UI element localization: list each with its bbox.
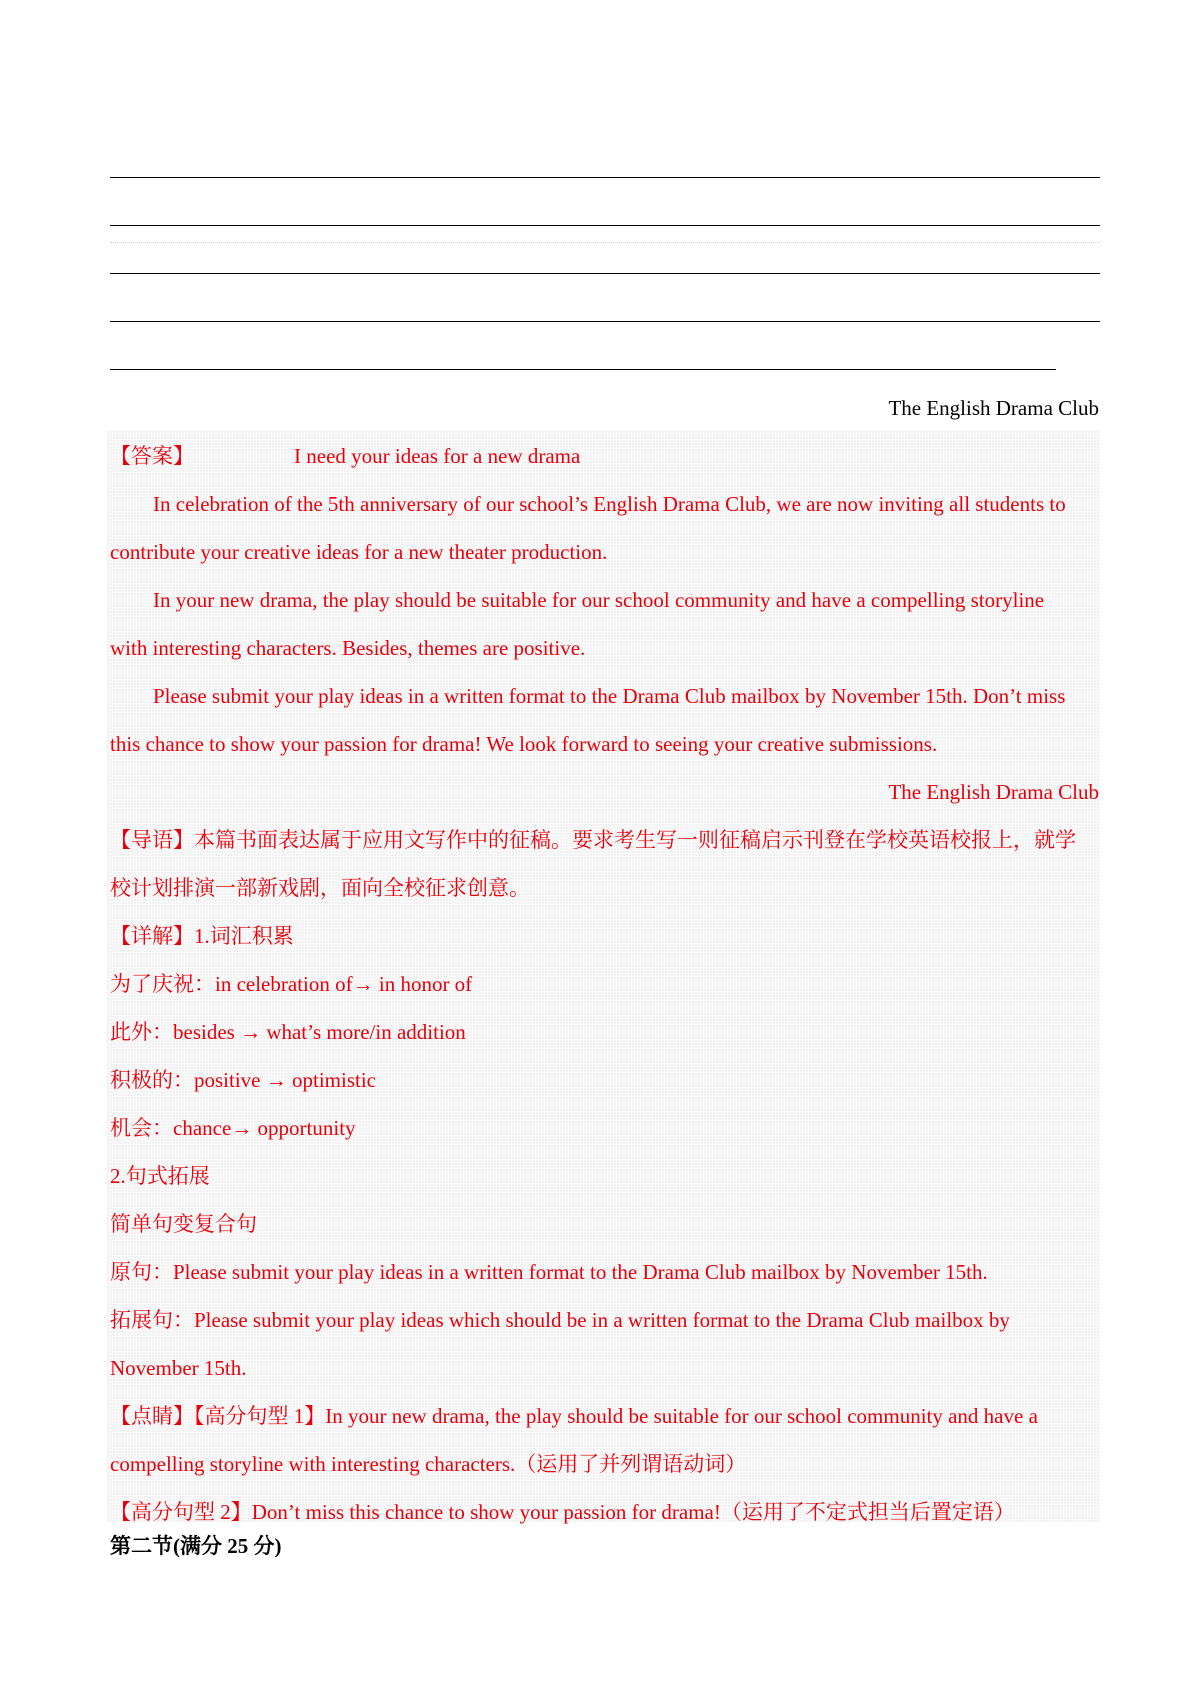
answer-paragraph-2-line-1: In your new drama, the play should be suitable for our school community and have a compelling storyline: [153, 588, 1045, 612]
vocab-item: 积极的：positive → optimistic: [110, 1068, 376, 1092]
writing-line: [110, 273, 1100, 274]
vocab-item: 此外：besides → what’s more/in addition: [110, 1020, 466, 1044]
expanded-sentence-line-2: November 15th.: [110, 1356, 247, 1380]
answer-paragraph-3-line-2: this chance to show your passion for drama! We look forward to seeing your creative submissions.: [110, 732, 938, 756]
writing-line: [110, 369, 1056, 370]
sentence-expansion-heading: 2.句式拓展: [110, 1164, 210, 1188]
guide-line-1: 【导语】本篇书面表达属于应用文写作中的征稿。要求考生写一则征稿启示刊登在学校英语校报上，就学: [110, 828, 1076, 852]
highlight-line-2: compelling storyline with interesting characters.（运用了并列谓语动词）: [110, 1452, 747, 1476]
answer-paragraph-3-line-1: Please submit your play ideas in a written format to the Drama Club mailbox by November 15th. Don’t miss: [153, 684, 1066, 708]
highlight-line-1: 【点睛】【高分句型 1】In your new drama, the play should be suitable for our school community and have a: [110, 1404, 1038, 1428]
original-sentence: 原句：Please submit your play ideas in a written format to the Drama Club mailbox by November 15th.: [110, 1260, 988, 1284]
guide-line-2: 校计划排演一部新戏剧，面向全校征求创意。: [110, 876, 530, 900]
writing-line: [110, 225, 1100, 226]
writing-line: [110, 321, 1100, 322]
detail-heading: 【详解】1.词汇积累: [110, 924, 294, 948]
vocab-item: 机会：chance→ opportunity: [110, 1116, 356, 1140]
letter-signature: The English Drama Club: [888, 396, 1099, 420]
answer-paragraph-1-line-1: In celebration of the 5th anniversary of our school’s English Drama Club, we are now inviting all students to: [153, 492, 1066, 516]
answer-label: 【答案】: [110, 444, 194, 468]
highlight-line-3: 【高分句型 2】Don’t miss this chance to show your passion for drama!（运用了不定式担当后置定语）: [110, 1500, 1015, 1524]
answer-signature: The English Drama Club: [888, 780, 1099, 804]
writing-line: [110, 177, 1100, 178]
expanded-sentence-line-1: 拓展句：Please submit your play ideas which should be in a written format to the Drama Club mailbox by: [110, 1308, 1010, 1332]
answer-paragraph-1-line-2: contribute your creative ideas for a new theater production.: [110, 540, 608, 564]
answer-paragraph-2-line-2: with interesting characters. Besides, themes are positive.: [110, 636, 586, 660]
answer-title-row: [110, 442, 580, 470]
answer-title: I need your ideas for a new drama: [294, 444, 581, 468]
sentence-expansion-subheading: 简单句变复合句: [110, 1212, 257, 1236]
divider: [110, 242, 1100, 243]
section-heading: 第二节(满分 25 分): [110, 1534, 282, 1558]
vocab-item: 为了庆祝：in celebration of→ in honor of: [110, 972, 473, 996]
